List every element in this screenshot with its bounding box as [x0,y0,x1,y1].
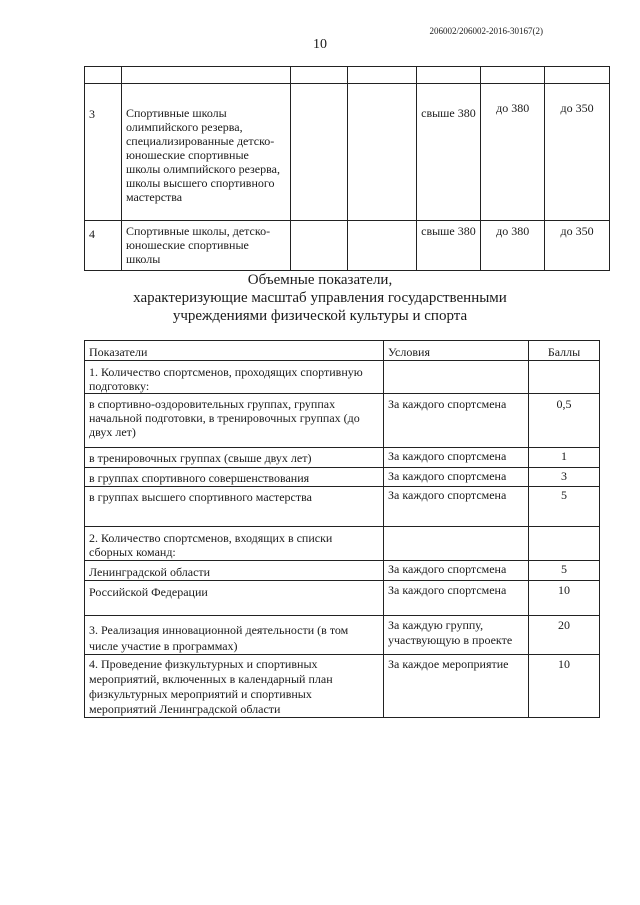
table-row [85,394,600,448]
points-cell: 5 [529,561,600,581]
value-cell: до 350 [545,84,610,221]
indicators-table [84,340,600,718]
section-title [0,271,640,325]
value-cell: свыше 380 [416,221,481,271]
title-line: характеризующие масштаб управления государственными [133,290,507,306]
indicator-cell: в спортивно-оздоровительных группах, группах начальной подготовки, в тренировочных группах (до двух лет) [85,394,384,448]
indicator-cell: 4. Проведение физкультурных и спортивных мероприятий, включенных в календарный план физкультурных мероприятий и спортивных мероприятий Ленинградской области [85,655,384,718]
row-number: 4 [85,221,122,271]
conditions-cell: За каждого спортсмена [384,468,529,487]
points-cell: 10 [529,655,600,718]
indicator-cell: Российской Федерации [85,581,384,616]
conditions-cell [384,361,529,394]
indicator-cell: в тренировочных группах (свыше двух лет) [85,448,384,468]
header-indicators: Показатели [85,341,384,361]
table-row [85,67,610,84]
title-line: учреждениями физической культуры и спорта [172,308,468,324]
page-number: 10 [313,37,327,52]
conditions-cell: За каждого спортсмена [384,561,529,581]
conditions-cell [384,527,529,561]
indicator-cell: 2. Количество спортсменов, входящих в списки сборных команд: [85,527,384,561]
points-cell: 5 [529,487,600,527]
points-cell: 20 [529,616,600,655]
header-conditions: Условия [384,341,529,361]
points-cell [529,527,600,561]
value-cell: свыше 380 [416,84,481,221]
value-cell: до 380 [481,84,545,221]
table-row [85,561,600,581]
table-row [85,487,600,527]
table-row [85,468,600,487]
points-cell: 1 [529,448,600,468]
indicator-cell: в группах спортивного совершенствования [85,468,384,487]
points-cell: 0,5 [529,394,600,448]
header-row [85,341,600,361]
institution-name: Спортивные школы, детско-юношеские спортивные школы [121,221,290,271]
indicator-cell: Ленинградской области [85,561,384,581]
table-row [85,581,600,616]
value-cell: до 380 [481,221,545,271]
table-row [85,616,600,655]
table-row [85,655,600,718]
document-id: 206002/206002-2016-30167(2) [429,26,543,36]
conditions-cell: За каждое мероприятие [384,655,529,718]
institution-name: Спортивные школы олимпийского резерва, специализированные детско-юношеские спортивные школы олимпийского резерва, школы высшего спортивного мастерства [121,84,290,221]
conditions-cell: За каждого спортсмена [384,448,529,468]
conditions-cell: За каждую группу, участвующую в проекте [384,616,529,655]
indicator-cell: 1. Количество спортсменов, проходящих спортивную подготовку: [85,361,384,394]
header-points: Баллы [529,341,600,361]
row-number: 3 [85,84,122,221]
indicator-cell: 3. Реализация инновационной деятельности (в том числе участие в программах) [85,616,384,655]
table-row [85,221,610,271]
conditions-cell: За каждого спортсмена [384,487,529,527]
indicator-cell: в группах высшего спортивного мастерства [85,487,384,527]
table-row [85,84,610,221]
value-cell: до 350 [545,221,610,271]
title-line: Объемные показатели, [247,272,393,288]
table-row [85,527,600,561]
table-row [85,361,600,394]
table-row [85,448,600,468]
conditions-cell: За каждого спортсмена [384,581,529,616]
institutions-table [84,66,610,271]
points-cell: 3 [529,468,600,487]
conditions-cell: За каждого спортсмена [384,394,529,448]
points-cell [529,361,600,394]
points-cell: 10 [529,581,600,616]
